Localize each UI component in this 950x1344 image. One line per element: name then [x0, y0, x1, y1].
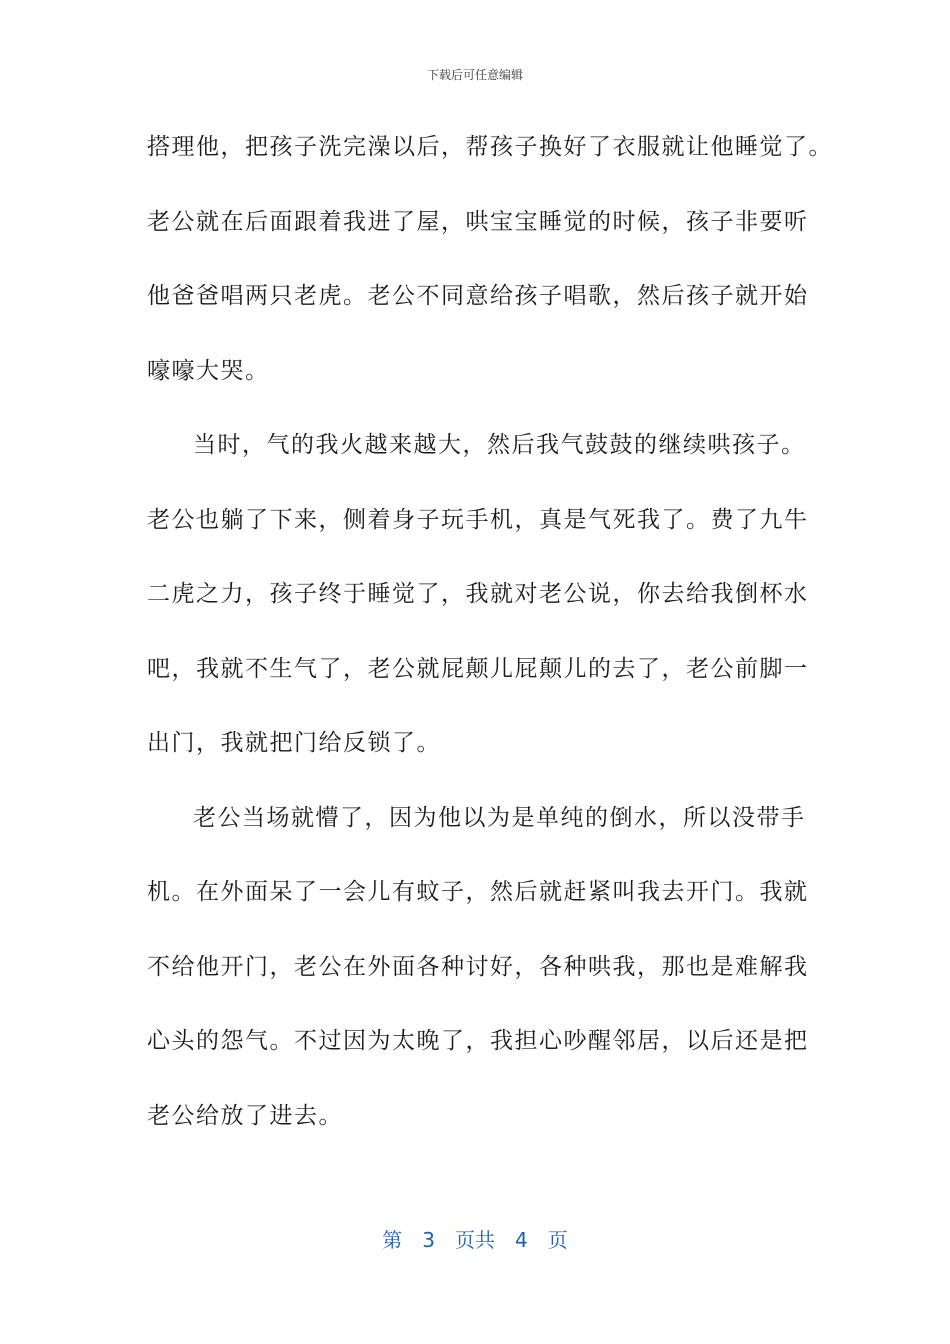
header-note: 下载后可任意编辑	[426, 68, 523, 82]
total-pages-number: 4	[515, 1228, 528, 1252]
current-page-number: 3	[422, 1228, 435, 1252]
text-line: 吧，我就不生气了，老公就屁颠儿屁颠儿的去了，老公前脚一	[147, 655, 809, 682]
text-line: 二虎之力，孩子终于睡觉了，我就对老公说，你去给我倒杯水	[147, 581, 809, 607]
text-line: 老公也躺了下来，侧着身子玩手机，真是气死我了。费了九牛	[147, 506, 809, 533]
text-line: 出门，我就把门给反锁了。	[147, 730, 441, 756]
text-line: 不给他开门，老公在外面各种讨好，各种哄我，那也是难解我	[147, 953, 809, 980]
paragraph-3	[147, 793, 807, 1166]
page-footer	[0, 1224, 950, 1253]
text-line: 搭理他，把孩子洗完澡以后，帮孩子换好了衣服就让他睡觉了。	[147, 134, 833, 160]
page-suffix: 页	[547, 1228, 568, 1252]
text-line: 嚎嚎大哭。	[147, 357, 270, 384]
paragraph-2	[147, 420, 807, 793]
text-line: 他爸爸唱两只老虎。老公不同意给孩子唱歌，然后孩子就开始	[147, 283, 809, 309]
paragraph-1	[147, 122, 833, 420]
text-line: 老公当场就懵了，因为他以为是单纯的倒水，所以没带手	[193, 804, 806, 831]
text-line: 老公给放了进去。	[147, 1102, 343, 1129]
text-line: 心头的怨气。不过因为太晚了，我担心吵醒邻居，以后还是把	[147, 1028, 809, 1054]
page-prefix: 第	[382, 1228, 403, 1252]
text-line: 机。在外面呆了一会儿有蚊子，然后就赶紧叫我去开门。我就	[147, 879, 809, 905]
page-mid: 页共	[455, 1228, 495, 1252]
text-line: 当时，气的我火越来越大，然后我气鼓鼓的继续哄孩子。	[193, 432, 806, 458]
text-line: 老公就在后面跟着我进了屋，哄宝宝睡觉的时候，孩子非要听	[147, 208, 809, 235]
document-body	[147, 122, 833, 1165]
